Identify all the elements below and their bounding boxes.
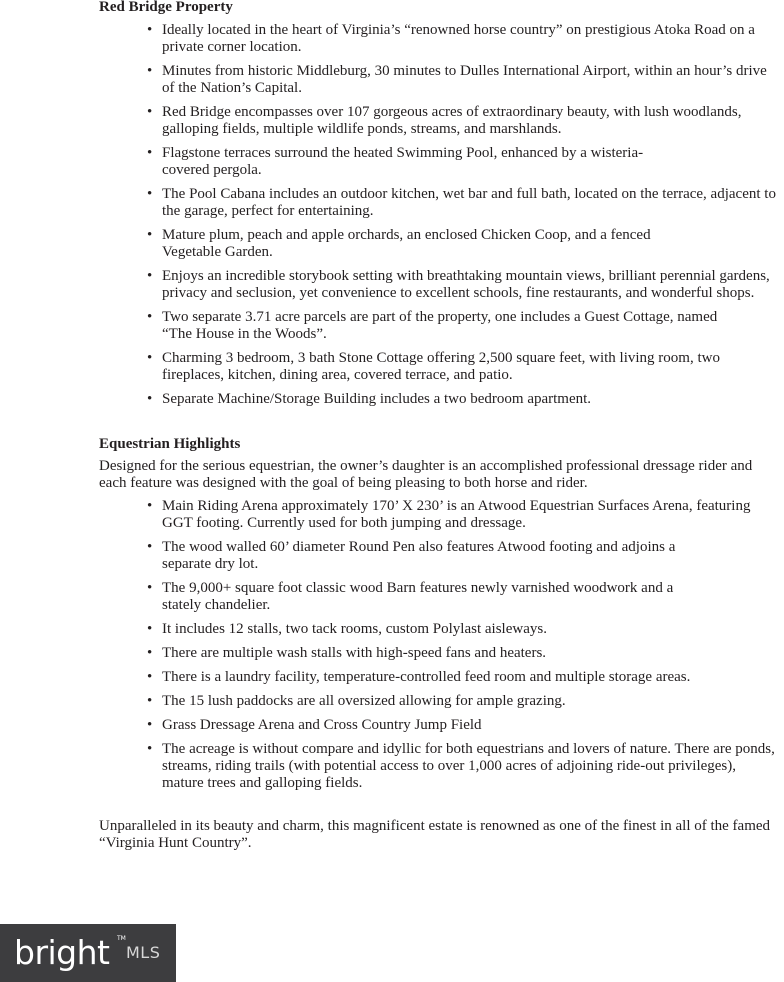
list-item: • Separate Machine/Storage Building includes a two bedroom apartment. (162, 391, 781, 408)
equestrian-bullet-list (99, 498, 781, 792)
document-page (99, 0, 781, 852)
section-heading-equestrian: Equestrian Highlights (99, 436, 241, 452)
section-heading-red-bridge: Red Bridge Property (99, 0, 233, 15)
red-bridge-bullet-list (99, 22, 781, 408)
list-item: • Minutes from historic Middleburg, 30 minutes to Dulles International Airport, within an hour’s drive of the Nation’s Capital. (162, 63, 781, 97)
list-item: • Ideally located in the heart of Virginia’s “renowned horse country” on prestigious Atoka Road on a private corner location. (162, 22, 781, 56)
list-item: • Enjoys an incredible storybook setting with breathtaking mountain views, brilliant perennial gardens, privacy and seclusion, yet convenience to excellent schools, fine restaurants, and wonderful shops. (162, 268, 781, 302)
logo-trademark: TM (117, 935, 126, 942)
list-item: • Two separate 3.71 acre parcels are part of the property, one includes a Guest Cottage, named “The House in the Woods”. (162, 309, 781, 343)
logo-mls-text: MLS (126, 943, 161, 962)
list-item: • Grass Dressage Arena and Cross Country Jump Field (162, 717, 781, 734)
list-item: • The Pool Cabana includes an outdoor kitchen, wet bar and full bath, located on the terrace, adjacent to the garage, perfect for entertaining. (162, 186, 781, 220)
equestrian-intro: Designed for the serious equestrian, the owner’s daughter is an accomplished professional dressage rider and each feature was designed with the goal of being pleasing to both horse and rider. (99, 458, 753, 491)
logo-wordmark: bright (14, 933, 110, 972)
bright-mls-logo (0, 924, 176, 982)
list-item: • It includes 12 stalls, two tack rooms, custom Polylast aisleways. (162, 621, 781, 638)
list-item: • Charming 3 bedroom, 3 bath Stone Cottage offering 2,500 square feet, with living room, two fireplaces, kitchen, dining area, covered terrace, and patio. (162, 350, 781, 384)
list-item: • Mature plum, peach and apple orchards, an enclosed Chicken Coop, and a fenced Vegetable Garden. (162, 227, 781, 261)
list-item: • There is a laundry facility, temperature-controlled feed room and multiple storage areas. (162, 669, 781, 686)
list-item: • The 15 lush paddocks are all oversized allowing for ample grazing. (162, 693, 781, 710)
list-item: • Red Bridge encompasses over 107 gorgeous acres of extraordinary beauty, with lush woodlands, galloping fields, multiple wildlife ponds, streams, and marshlands. (162, 104, 781, 138)
list-item: • The wood walled 60’ diameter Round Pen also features Atwood footing and adjoins a separate dry lot. (162, 539, 781, 573)
closing-paragraph: Unparalleled in its beauty and charm, this magnificent estate is renowned as one of the finest in all of the famed “Virginia Hunt Country”. (99, 818, 771, 851)
list-item: • There are multiple wash stalls with high-speed fans and heaters. (162, 645, 781, 662)
list-item: • The acreage is without compare and idyllic for both equestrians and lovers of nature. There are ponds, streams, riding trails (with potential access to over 1,000 acres of adjoining ride-out privileges), mature trees and galloping fields. (162, 741, 781, 792)
list-item: • The 9,000+ square foot classic wood Barn features newly varnished woodwork and a stately chandelier. (162, 580, 781, 614)
list-item: • Main Riding Arena approximately 170’ X 230’ is an Atwood Equestrian Surfaces Arena, featuring GGT footing. Currently used for both jumping and dressage. (162, 498, 781, 532)
list-item: • Flagstone terraces surround the heated Swimming Pool, enhanced by a wisteria-covered pergola. (162, 145, 781, 179)
